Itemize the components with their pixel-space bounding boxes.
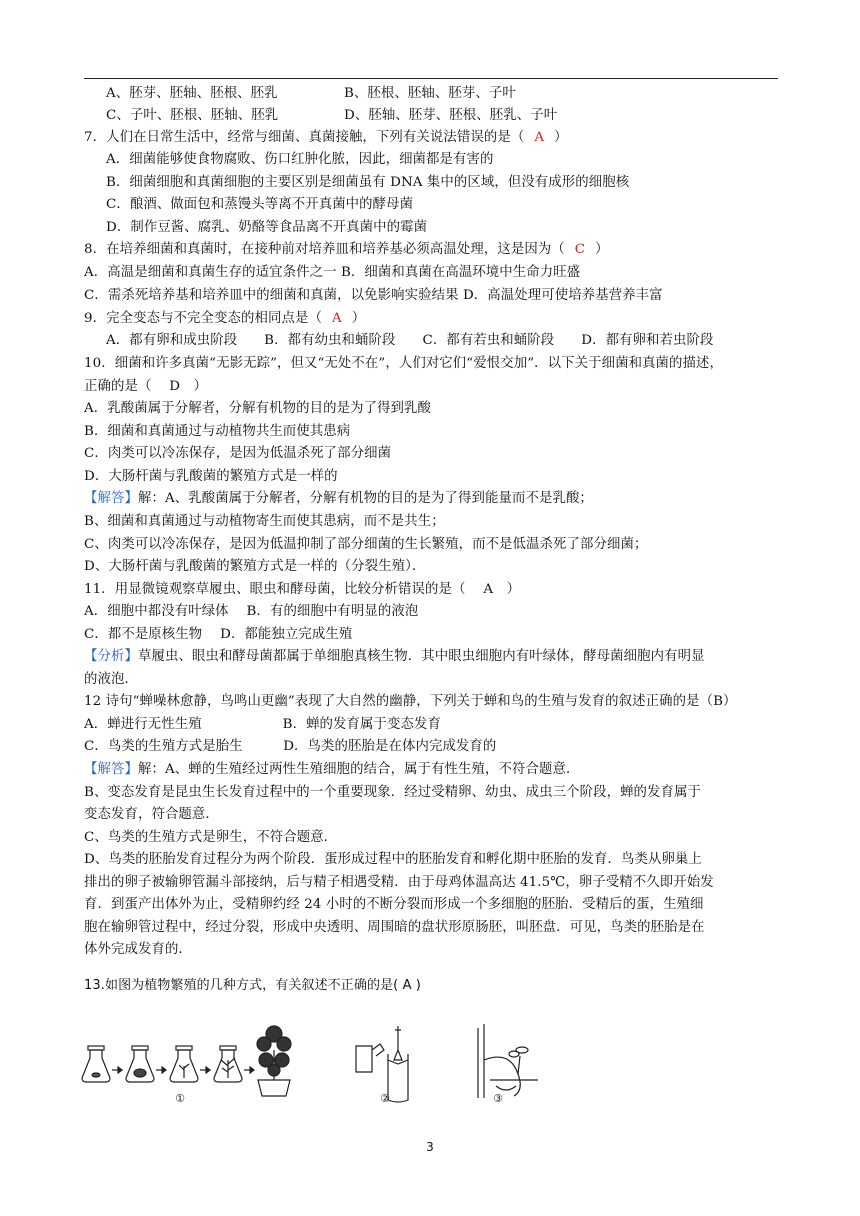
answer-tag: 【解答】 [84,491,138,506]
figure-label-2: ② [380,1092,390,1104]
figure-label-1: ① [175,1092,185,1104]
q8-stem: 8．在培养细菌和真菌时，在接种前对培养皿和培养基必须高温处理，这是因为（ C ） [84,242,609,257]
q10-option-c: C．肉类可以冷冻保存，是因为低温杀死了部分细菌 [84,446,392,461]
q10-explanation-3: C、肉类可以冷冻保存，是因为低温抑制了部分细菌的生长繁殖，而不是低温杀死了部分细菌； [84,537,648,552]
q6-option-b: B、胚根、胚轴、胚芽、子叶 [344,86,516,101]
q12-options-ab: A．蝉进行无性生殖 B．蝉的发育属于变态发育 [84,717,441,732]
q7-option-a: A．细菌能够使食物腐败、伤口红肿化脓，因此，细菌都是有害的 [106,152,494,167]
analysis-tag: 【分析】 [84,649,138,664]
q13-stem: 13.如图为植物繁殖的几种方式，有关叙述不正确的是( A ) [84,978,421,993]
q6-options-row1 [106,86,516,102]
page-number: 3 [426,1140,434,1154]
answer-tag: 【解答】 [84,762,138,777]
q6-option-d: D、胚轴、胚芽、胚根、胚乳、子叶 [344,108,558,123]
potted-plant [257,1026,291,1096]
q12-explanation-3: 变态发育，符合题意． [84,807,219,822]
q10-explanation-1: 【解答】解：A、乳酸菌属于分解者，分解有机物的目的是为了得到能量而不是乳酸； [84,491,593,506]
q10-explanation-2: B、细菌和真菌通过与动植物寄生而使其患病，而不是共生； [84,514,445,529]
q8-options-cd: C．需杀死培养基和培养皿中的细菌和真菌，以免影响实验结果 D．高温处理可使培养基营养丰富 [84,288,663,303]
q12-explanation-2: B、变态发育是昆虫生长发育过程中的一个重要现象．经过受精卵、幼虫、成虫三个阶段，蝉的发育属于 [84,785,702,800]
q10-stem-line1: 10．细菌和许多真菌“无影无踪”，但又“无处不在”，人们对它们“爱恨交加”．以下关于细菌和真菌的描述， [84,356,724,371]
q12-options-cd: C．鸟类的生殖方式是胎生 D．鸟类的胚胎是在体内完成发育的 [84,739,497,754]
q9-stem: 9．完全变态与不完全变态的相同点是（ A ） [84,311,366,326]
grafting-illustration [356,1026,408,1102]
figure-label-3: ③ [493,1092,503,1104]
q8-answer: C [574,242,586,257]
q8-options-ab: A．高温是细菌和真菌生存的适宜条件之一 B．细菌和真菌在高温环境中生命力旺盛 [84,265,581,280]
layering-illustration [478,1024,538,1098]
tissue-culture-flask-1 [82,1046,110,1082]
q10-stem-line2: 正确的是（ D ） [84,379,208,394]
q12-explanation-9: 体外完成发育的． [84,942,192,957]
q7-option-c: C．酿酒、做面包和蒸馒头等离不开真菌中的酵母菌 [106,197,414,212]
tissue-culture-flask-2 [126,1046,154,1082]
q10-option-b: B．细菌和真菌通过与动植物共生而使其患病 [84,424,351,439]
q11-options-ab: A．细胞中都没有叶绿体 B．有的细胞中有明显的液泡 [84,604,419,619]
q6-option-a: A、胚芽、胚轴、胚根、胚乳 [106,86,278,101]
q10-option-d: D．大肠杆菌与乳酸菌的繁殖方式是一样的 [84,469,338,484]
tissue-culture-flask-3 [170,1046,198,1082]
q11-analysis-2: 的液泡． [84,672,138,687]
q12-explanation-7: 育．到蛋产出体外为止，受精卵约经 24 小时的不断分裂而形成一个多细胞的胚胎．受精后的蛋，生殖细 [84,897,704,912]
q11-stem: 11．用显微镜观察草履虫、眼虫和酵母菌，比较分析错误的是（ A ） [84,582,521,597]
q12-explanation-1: 【解答】解：A、蝉的生殖经过两性生殖细胞的结合，属于有性生殖，不符合题意． [84,762,580,777]
q9-options: A．都有卵和成虫阶段 B．都有幼虫和蛹阶段 C．都有若虫和蛹阶段 D．都有卵和若虫阶段 [106,333,714,348]
q6-options-row2 [106,108,558,124]
q7-option-d: D．制作豆酱、腐乳、奶酪等食品离不开真菌中的霉菌 [106,220,428,235]
q10-option-a: A．乳酸菌属于分解者，分解有机物的目的是为了得到乳酸 [84,401,432,416]
q9-answer: A [331,311,342,326]
q11-options-cd: C．都不是原核生物 D．都能独立完成生殖 [84,627,353,642]
q12-explanation-5: D、鸟类的胚胎发育过程分为两个阶段．蛋形成过程中的胚胎发育和孵化期中胚胎的发育．鸟类从卵巢上 [84,852,702,867]
q7-option-b: B．细菌细胞和真菌细胞的主要区别是细菌虽有 DNA 集中的区域，但没有成形的细胞核 [106,175,630,190]
q11-analysis-1: 【分析】草履虫、眼虫和酵母菌都属于单细胞真核生物．其中眼虫细胞内有叶绿体，酵母菌细胞内有明显 [84,649,705,664]
q12-explanation-6: 排出的卵子被输卵管漏斗部接纳，后与精子相遇受精．由于母鸡体温高达 41.5℃，卵子受精不久即开始发 [84,875,714,890]
tissue-culture-flask-4 [214,1046,242,1082]
q6-option-c: C、子叶、胚根、胚轴、胚乳 [106,108,279,123]
header-rule [84,78,778,79]
q12-explanation-8: 胞在输卵管过程中，经过分裂，形成中央透明、周围暗的盘状形原肠胚，叫胚盘．可见，鸟类的胚胎是在 [84,920,705,935]
q10-explanation-4: D、大肠杆菌与乳酸菌的繁殖方式是一样的（分裂生殖）． [84,559,426,574]
q12-explanation-4: C、鸟类的生殖方式是卵生，不符合题意． [84,830,338,845]
q7-answer: A [534,130,545,145]
q7-stem: 7．人们在日常生活中，经常与细菌、真菌接触，下列有关说法错误的是（ A ） [84,130,568,145]
plant-propagation-figure [80,1020,560,1104]
q12-stem: 12 诗句“蝉噪林愈静，鸟鸣山更幽”表现了大自然的幽静，下列关于蝉和鸟的生殖与发育的叙述正确的是（B） [84,694,737,709]
